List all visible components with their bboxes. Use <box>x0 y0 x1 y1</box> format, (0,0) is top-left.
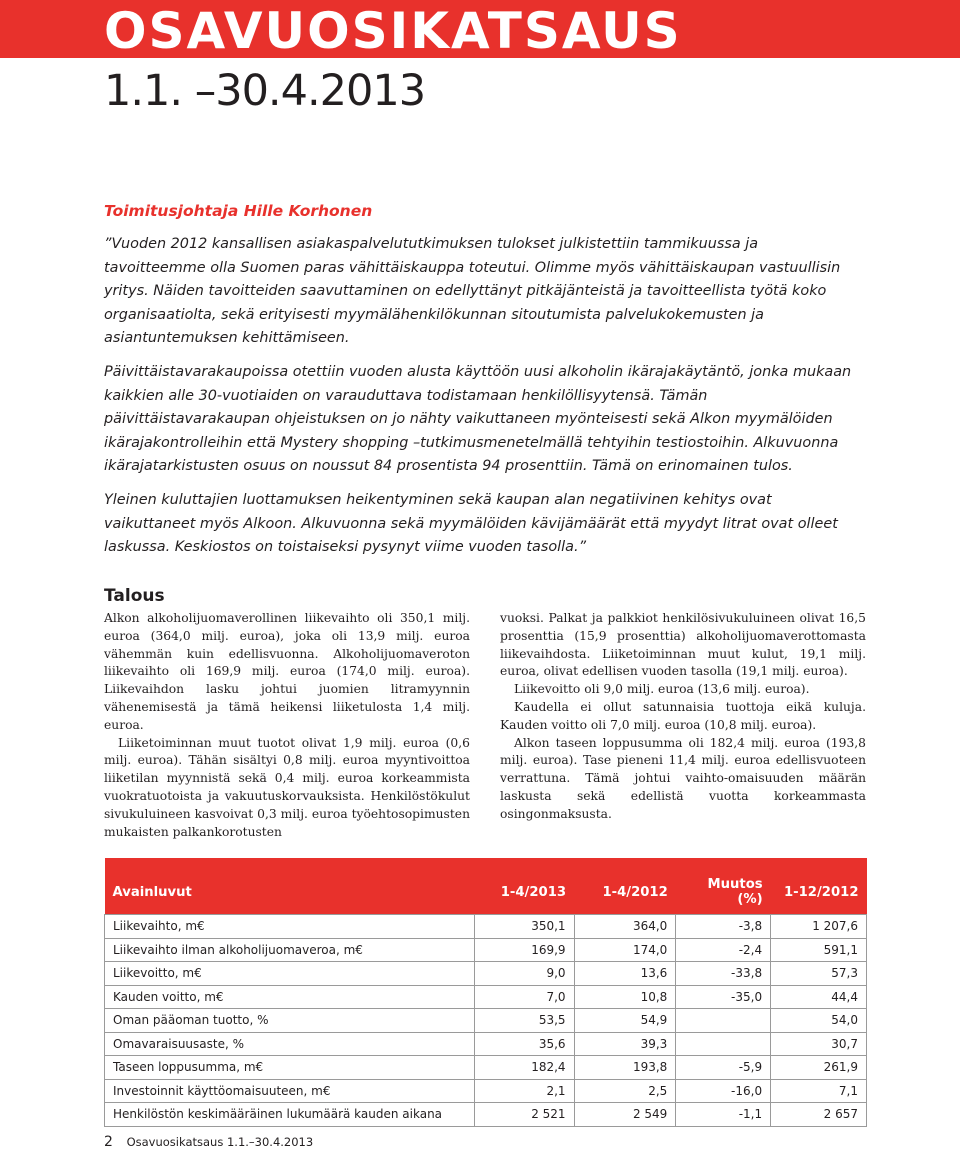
section-heading-talous: Talous <box>104 586 165 606</box>
table-row <box>105 1079 867 1103</box>
table-cell: 174,0 <box>574 938 676 962</box>
talous-paragraph: Alkon alkoholijuomaverollinen liikevaihto oli 350,1 milj. euroa (364,0 milj. euroa), joka oli 13,9 milj. euroa vähemmän kuin edellisvuonna. Alkoholijuomaveroton liikevaihto oli 169,9 milj. euroa (174,0 milj. euroa). Liikevaihdon lasku johtui juomien litramyynnin vähenemisestä ja tämä heikensi liiketulosta 1,4 milj. euroa. <box>104 611 470 732</box>
table-cell: -35,0 <box>676 985 771 1009</box>
page-title: OSAVUOSIKATSAUS <box>104 2 682 60</box>
table-cell: 44,4 <box>771 985 867 1009</box>
table-cell: 57,3 <box>771 962 867 986</box>
table-cell: 2,5 <box>574 1079 676 1103</box>
table-row <box>105 1009 867 1033</box>
row-label: Henkilöstön keskimääräinen lukumäärä kauden aikana <box>105 1103 475 1127</box>
table-cell: 2 549 <box>574 1103 676 1127</box>
table-row <box>105 1032 867 1056</box>
table-header-row <box>105 858 867 915</box>
row-label: Kauden voitto, m€ <box>105 985 475 1009</box>
table-cell: 2 521 <box>474 1103 574 1127</box>
table-cell: -3,8 <box>676 915 771 939</box>
table-cell: 591,1 <box>771 938 867 962</box>
footer-text: Osavuosikatsaus 1.1.–30.4.2013 <box>126 1135 314 1149</box>
column-header: Muutos (%) <box>676 858 771 915</box>
table-cell: 53,5 <box>474 1009 574 1033</box>
column-header: 1-4/2012 <box>574 858 676 915</box>
ceo-statement <box>104 233 864 570</box>
table-cell <box>676 1032 771 1056</box>
table-cell: 2 657 <box>771 1103 867 1127</box>
table-cell: 364,0 <box>574 915 676 939</box>
talous-column-left <box>104 610 470 841</box>
column-header: 1-4/2013 <box>474 858 574 915</box>
ceo-heading: Toimitusjohtaja Hille Korhonen <box>104 202 373 220</box>
ceo-paragraph: Yleinen kuluttajien luottamuksen heikentyminen sekä kaupan alan negatiivinen kehitys ovat vaikuttaneet myös Alkoon. Alkuvuonna sekä myymälöiden kävijämäärät että myydyt litrat ovat olleet laskussa. Keskiostos on toistaiseksi pysynyt viime vuoden tasolla.” <box>104 491 838 556</box>
ceo-paragraph: ”Vuoden 2012 kansallisen asiakaspalvelututkimuksen tulokset julkistettiin tammikuussa ja tavoitteemme olla Suomen paras vähittäiskauppa toteutui. Olimme myös vähittäiskaupan vastuullisin yritys. Näiden tavoitteiden saavuttaminen on edellyttänyt pitkäjänteistä ja tavoitteellista työtä koko organisaatiolta, sekä erityisesti myymälähenkilökunnan sitoutumista palvelukokemusten ja asiantuntemuksen kehittämiseen. <box>104 236 841 347</box>
table-cell: 7,0 <box>474 985 574 1009</box>
talous-paragraph: vuoksi. Palkat ja palkkiot henkilösivukuluineen olivat 16,5 prosenttia (15,9 prosenttia) alkoholijuomaverottomasta liikevaihdosta. Liiketoiminnan muut kulut, 19,1 milj. euroa, olivat edellisen vuoden tasolla (19,1 milj. euroa). <box>500 611 866 679</box>
table-cell: 10,8 <box>574 985 676 1009</box>
table-cell: 2,1 <box>474 1079 574 1103</box>
report-period: 1.1. –30.4.2013 <box>104 66 426 116</box>
table-cell: 9,0 <box>474 962 574 986</box>
row-label: Omavaraisuusaste, % <box>105 1032 475 1056</box>
table-row <box>105 938 867 962</box>
table-cell: 1 207,6 <box>771 915 867 939</box>
table-cell: -2,4 <box>676 938 771 962</box>
table-cell: 30,7 <box>771 1032 867 1056</box>
table-row <box>105 1103 867 1127</box>
table-row <box>105 915 867 939</box>
column-header: 1-12/2012 <box>771 858 867 915</box>
page-number: 2 <box>104 1134 113 1150</box>
ceo-paragraph: Päivittäistavarakaupoissa otettiin vuoden alusta käyttöön uusi alkoholin ikärajakäytäntö, jonka mukaan kaikkien alle 30-vuotiaiden on varauduttava todistamaan henkilöllisyytensä. Tämän päivittäistavarakaupan ohjeistuksen on jo nähty vaikuttaneen myönteisesti sekä Alkon myymälöiden ikärajakontrolleihin että Mystery shopping –tutkimusmenetelmällä tehtyihin testiostoihin. Alkuvuonna ikärajatarkistusten osuus on noussut 84 prosentista 94 prosenttiin. Tämä on erinomainen tulos. <box>104 363 852 475</box>
talous-paragraph: Liikevoitto oli 9,0 milj. euroa (13,6 milj. euroa). <box>514 682 810 697</box>
row-label: Liikevoitto, m€ <box>105 962 475 986</box>
table-row <box>105 962 867 986</box>
table-cell: -16,0 <box>676 1079 771 1103</box>
table-cell: -33,8 <box>676 962 771 986</box>
table-cell: -1,1 <box>676 1103 771 1127</box>
table-cell: 39,3 <box>574 1032 676 1056</box>
table-cell: 350,1 <box>474 915 574 939</box>
row-label: Liikevaihto ilman alkoholijuomaveroa, m€ <box>105 938 475 962</box>
table-cell <box>676 1009 771 1033</box>
talous-column-right <box>500 610 866 824</box>
table-cell: 261,9 <box>771 1056 867 1080</box>
table-row <box>105 985 867 1009</box>
page-footer <box>104 1134 313 1150</box>
row-label: Taseen loppusumma, m€ <box>105 1056 475 1080</box>
row-label: Liikevaihto, m€ <box>105 915 475 939</box>
talous-paragraph: Liiketoiminnan muut tuotot olivat 1,9 milj. euroa (0,6 milj. euroa). Tähän sisältyi 0,8 milj. euroa myyntivoittoa liiketilan myynnistä sekä 0,4 milj. euroa korkeammista vuokratuotoista ja vakuutuskorvauksista. Henkilöstökulut sivukuluineen kasvoivat 0,3 milj. euroa työehtosopimusten mukaisten palkankorotusten <box>104 735 470 839</box>
table-cell: 54,9 <box>574 1009 676 1033</box>
table-cell: 54,0 <box>771 1009 867 1033</box>
table-cell: 35,6 <box>474 1032 574 1056</box>
table-row <box>105 1056 867 1080</box>
table-cell: -5,9 <box>676 1056 771 1080</box>
table-cell: 169,9 <box>474 938 574 962</box>
key-figures-table <box>104 858 867 1127</box>
table-cell: 13,6 <box>574 962 676 986</box>
table-cell: 7,1 <box>771 1079 867 1103</box>
table-cell: 182,4 <box>474 1056 574 1080</box>
talous-paragraph: Alkon taseen loppusumma oli 182,4 milj. euroa (193,8 milj. euroa). Tase pieneni 11,4 milj. euroa edellisvuoteen verrattuna. Tämä johtui vaihto-omaisuuden määrän laskusta sekä edellistä vuotta korkeammasta osingonmaksusta. <box>500 735 866 821</box>
row-label: Oman pääoman tuotto, % <box>105 1009 475 1033</box>
column-header: Avainluvut <box>105 858 475 915</box>
row-label: Investoinnit käyttöomaisuuteen, m€ <box>105 1079 475 1103</box>
talous-paragraph: Kaudella ei ollut satunnaisia tuottoja eikä kuluja. Kauden voitto oli 7,0 milj. euroa (10,8 milj. euroa). <box>500 699 866 732</box>
table-cell: 193,8 <box>574 1056 676 1080</box>
